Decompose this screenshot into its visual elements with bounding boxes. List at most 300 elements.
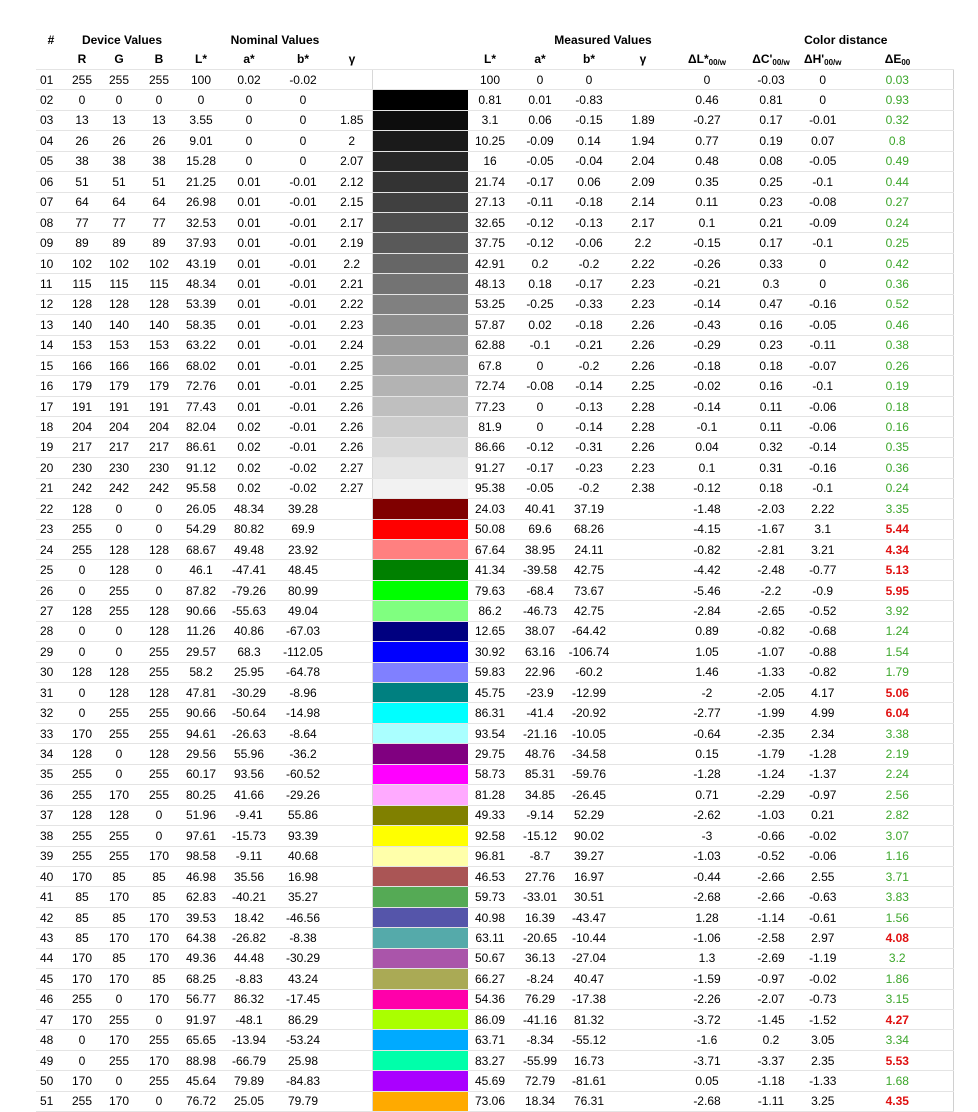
measured-gamma-cell <box>610 580 676 600</box>
measured-gamma-cell <box>610 989 676 1009</box>
nominal-swatch <box>372 90 420 110</box>
nominal-a-header: a* <box>224 49 274 69</box>
measured-a-cell: 0.2 <box>512 253 568 273</box>
index-cell: 17 <box>36 396 66 416</box>
b-cell: 255 <box>140 723 178 743</box>
nominal-a-cell: 0.01 <box>224 253 274 273</box>
nominal-b-cell: -0.01 <box>274 274 332 294</box>
g-cell: 85 <box>98 948 140 968</box>
nominal-gamma-cell <box>332 601 372 621</box>
delta-e-cell: 0.36 <box>842 458 954 478</box>
measured-a-cell: 76.29 <box>512 989 568 1009</box>
nominal-swatch <box>372 417 420 437</box>
measured-b-cell: -64.42 <box>568 621 610 641</box>
g-cell: 255 <box>98 826 140 846</box>
delta-e-cell: 3.07 <box>842 826 954 846</box>
measured-a-cell: 16.39 <box>512 907 568 927</box>
b-cell: 255 <box>140 703 178 723</box>
measured-a-cell: 0 <box>512 356 568 376</box>
measured-b-cell: -106.74 <box>568 642 610 662</box>
measured-gamma-cell: 2.26 <box>610 356 676 376</box>
nominal-b-cell: -0.01 <box>274 396 332 416</box>
delta-e-bar-cell <box>954 928 955 948</box>
measured-swatch-header <box>420 30 468 49</box>
measured-gamma-cell <box>610 785 676 805</box>
g-cell: 128 <box>98 560 140 580</box>
measured-a-cell: 0 <box>512 396 568 416</box>
measured-b-cell: 68.26 <box>568 519 610 539</box>
delta-h-cell: -0.08 <box>804 192 842 212</box>
measured-l-cell: 92.58 <box>468 826 512 846</box>
measured-a-cell: 85.31 <box>512 764 568 784</box>
nominal-b-cell: -29.26 <box>274 785 332 805</box>
g-cell: 0 <box>98 989 140 1009</box>
delta-c-cell: -2.07 <box>738 989 804 1009</box>
measured-a-cell: 34.85 <box>512 785 568 805</box>
measured-swatch <box>420 294 468 314</box>
measured-b-cell: -0.33 <box>568 294 610 314</box>
g-cell: 255 <box>98 723 140 743</box>
measured-l-cell: 81.28 <box>468 785 512 805</box>
g-cell: 170 <box>98 969 140 989</box>
r-cell: 128 <box>66 744 98 764</box>
g-cell: 102 <box>98 253 140 273</box>
delta-e-cell: 0.32 <box>842 110 954 130</box>
delta-l-cell: 1.28 <box>676 907 738 927</box>
measured-b-cell: -26.45 <box>568 785 610 805</box>
delta-l-cell: 1.46 <box>676 662 738 682</box>
delta-l-cell: -1.6 <box>676 1030 738 1050</box>
measured-a-cell: 0 <box>512 417 568 437</box>
b-cell: 170 <box>140 989 178 1009</box>
index-cell: 37 <box>36 805 66 825</box>
measured-gamma-cell <box>610 703 676 723</box>
nominal-l-cell: 21.25 <box>178 172 224 192</box>
delta-e-cell: 0.52 <box>842 294 954 314</box>
nominal-l-cell: 97.61 <box>178 826 224 846</box>
measured-gamma-cell <box>610 887 676 907</box>
nominal-a-cell: 0.01 <box>224 274 274 294</box>
index-cell: 21 <box>36 478 66 498</box>
b-cell: 0 <box>140 805 178 825</box>
nominal-a-cell: 0.01 <box>224 294 274 314</box>
r-cell: 64 <box>66 192 98 212</box>
nominal-swatch-header <box>372 30 420 49</box>
g-cell: 0 <box>98 1071 140 1091</box>
measured-a-cell: 0 <box>512 69 568 89</box>
measured-gamma-cell <box>610 519 676 539</box>
g-cell: 255 <box>98 1050 140 1070</box>
measured-b-cell: -0.18 <box>568 192 610 212</box>
index-cell: 26 <box>36 580 66 600</box>
measured-l-cell: 32.65 <box>468 212 512 232</box>
measured-l-cell: 93.54 <box>468 723 512 743</box>
measured-gamma-cell <box>610 1050 676 1070</box>
nominal-a-cell: 0.02 <box>224 458 274 478</box>
table-row <box>36 642 954 662</box>
index-cell: 30 <box>36 662 66 682</box>
table-row <box>36 785 954 805</box>
delta-e-bar-cell <box>954 662 955 682</box>
delta-e-cell: 3.15 <box>842 989 954 1009</box>
index-cell: 51 <box>36 1091 66 1111</box>
measured-swatch <box>420 90 468 110</box>
delta-c-cell: -2.66 <box>738 887 804 907</box>
nominal-gamma-cell: 2.24 <box>332 335 372 355</box>
measured-a-cell: -0.05 <box>512 478 568 498</box>
table-row <box>36 539 954 559</box>
nominal-gamma-cell <box>332 642 372 662</box>
measured-b-cell: 0.14 <box>568 131 610 151</box>
r-cell: 0 <box>66 580 98 600</box>
nominal-a-cell: -30.29 <box>224 683 274 703</box>
delta-c-cell: -0.66 <box>738 826 804 846</box>
delta-e-cell: 2.82 <box>842 805 954 825</box>
g-cell: 0 <box>98 642 140 662</box>
measured-l-cell: 3.1 <box>468 110 512 130</box>
measured-l-cell: 83.27 <box>468 1050 512 1070</box>
measured-a-cell: 27.76 <box>512 866 568 886</box>
delta-e-bar-cell <box>954 1030 955 1050</box>
nominal-gamma-cell: 2.27 <box>332 458 372 478</box>
g-cell: 170 <box>98 928 140 948</box>
measured-swatch <box>420 846 468 866</box>
delta-h-cell: -0.11 <box>804 335 842 355</box>
nominal-a-cell: -9.11 <box>224 846 274 866</box>
delta-e-bar-cell <box>954 1071 955 1091</box>
nominal-l-cell: 46.98 <box>178 866 224 886</box>
measured-gamma-cell <box>610 499 676 519</box>
delta-l-cell: 0.46 <box>676 90 738 110</box>
delta-e-cell: 0.46 <box>842 315 954 335</box>
measured-a-cell: 38.07 <box>512 621 568 641</box>
measured-b-cell: 0.06 <box>568 172 610 192</box>
b-cell: 85 <box>140 866 178 886</box>
index-cell: 31 <box>36 683 66 703</box>
delta-c-cell: -2.65 <box>738 601 804 621</box>
delta-l-cell: 0.71 <box>676 785 738 805</box>
index-cell: 16 <box>36 376 66 396</box>
g-cell: 170 <box>98 1030 140 1050</box>
delta-h-cell: -0.02 <box>804 969 842 989</box>
g-cell: 0 <box>98 764 140 784</box>
b-cell: 140 <box>140 315 178 335</box>
delta-l-cell: -2.26 <box>676 989 738 1009</box>
r-cell: 255 <box>66 764 98 784</box>
measured-a-cell: -0.12 <box>512 437 568 457</box>
delta-c-cell: 0.3 <box>738 274 804 294</box>
g-cell: 153 <box>98 335 140 355</box>
measured-a-cell: 22.96 <box>512 662 568 682</box>
measured-b-cell: -20.92 <box>568 703 610 723</box>
measured-gamma-cell: 2.25 <box>610 376 676 396</box>
delta-h-cell: 0 <box>804 274 842 294</box>
nominal-gamma-cell <box>332 785 372 805</box>
delta-e-bar-cell <box>954 294 955 314</box>
measured-swatch <box>420 69 468 89</box>
g-cell: 255 <box>98 601 140 621</box>
nominal-swatch <box>372 539 420 559</box>
delta-e-cell: 3.34 <box>842 1030 954 1050</box>
measured-swatch <box>420 376 468 396</box>
nominal-gamma-cell <box>332 621 372 641</box>
g-cell: 128 <box>98 683 140 703</box>
delta-c-cell: -2.58 <box>738 928 804 948</box>
delta-e-bar-cell <box>954 969 955 989</box>
measured-a-cell: -33.01 <box>512 887 568 907</box>
measured-a-header: a* <box>512 49 568 69</box>
nominal-b-cell: -0.01 <box>274 376 332 396</box>
table-row <box>36 601 954 621</box>
measured-swatch <box>420 335 468 355</box>
delta-l-cell: -1.28 <box>676 764 738 784</box>
nominal-a-cell: -40.21 <box>224 887 274 907</box>
nominal-b-cell: -0.01 <box>274 212 332 232</box>
nominal-a-cell: 0.01 <box>224 192 274 212</box>
delta-e-cell: 2.24 <box>842 764 954 784</box>
measured-gamma-cell: 2.23 <box>610 274 676 294</box>
table-row <box>36 580 954 600</box>
delta-c-cell: 0.08 <box>738 151 804 171</box>
nominal-swatch <box>372 805 420 825</box>
nominal-gamma-cell <box>332 519 372 539</box>
nominal-l-cell: 62.83 <box>178 887 224 907</box>
nominal-a-cell: 0.01 <box>224 172 274 192</box>
measured-gamma-cell <box>610 1071 676 1091</box>
measured-l-cell: 86.66 <box>468 437 512 457</box>
delta-e-cell: 1.68 <box>842 1071 954 1091</box>
delta-e-bar-cell <box>954 478 955 498</box>
delta-l-cell: 0.11 <box>676 192 738 212</box>
table-row <box>36 458 954 478</box>
r-cell: 102 <box>66 253 98 273</box>
delta-c-cell: -0.03 <box>738 69 804 89</box>
nominal-a-cell: 0 <box>224 110 274 130</box>
r-cell: 255 <box>66 519 98 539</box>
measured-l-cell: 100 <box>468 69 512 89</box>
measured-b-cell: -59.76 <box>568 764 610 784</box>
nominal-swatch <box>372 928 420 948</box>
delta-c-cell: 0.23 <box>738 192 804 212</box>
measured-b-cell: -0.13 <box>568 212 610 232</box>
nominal-gamma-cell <box>332 866 372 886</box>
delta-e-bar-cell <box>954 192 955 212</box>
index-cell: 36 <box>36 785 66 805</box>
measured-a-cell: -0.17 <box>512 172 568 192</box>
nominal-gamma-cell: 2.17 <box>332 212 372 232</box>
measured-gamma-cell: 2.26 <box>610 437 676 457</box>
nominal-swatch <box>372 172 420 192</box>
nominal-swatch <box>372 969 420 989</box>
r-cell: 0 <box>66 1030 98 1050</box>
measured-gamma-cell <box>610 1091 676 1111</box>
r-cell: 85 <box>66 907 98 927</box>
nominal-l-cell: 72.76 <box>178 376 224 396</box>
nominal-swatch <box>372 1030 420 1050</box>
measured-b-cell: 90.02 <box>568 826 610 846</box>
delta-l-cell: -5.46 <box>676 580 738 600</box>
b-cell: 64 <box>140 192 178 212</box>
b-cell: 128 <box>140 601 178 621</box>
measured-l-cell: 46.53 <box>468 866 512 886</box>
measured-gamma-cell <box>610 866 676 886</box>
nominal-b-cell: -0.01 <box>274 356 332 376</box>
nominal-a-cell: 0.02 <box>224 417 274 437</box>
measured-a-cell: -21.16 <box>512 723 568 743</box>
nominal-gamma-cell: 2.26 <box>332 417 372 437</box>
measured-swatch <box>420 805 468 825</box>
delta-e-cell: 5.53 <box>842 1050 954 1070</box>
measured-l-cell: 48.13 <box>468 274 512 294</box>
delta-c-cell: 0.47 <box>738 294 804 314</box>
g-cell: 255 <box>98 703 140 723</box>
measured-swatch <box>420 928 468 948</box>
nominal-swatch <box>372 580 420 600</box>
measured-swatch <box>420 662 468 682</box>
color-accuracy-report <box>36 30 954 1112</box>
nominal-l-cell: 88.98 <box>178 1050 224 1070</box>
delta-l-cell: 0.04 <box>676 437 738 457</box>
delta-e-cell: 5.06 <box>842 683 954 703</box>
nominal-l-cell: 15.28 <box>178 151 224 171</box>
measured-gamma-cell <box>610 683 676 703</box>
nominal-l-cell: 95.58 <box>178 478 224 498</box>
nominal-l-cell: 86.61 <box>178 437 224 457</box>
nominal-b-cell: -67.03 <box>274 621 332 641</box>
measured-gamma-cell <box>610 539 676 559</box>
delta-e-bar-cell <box>954 560 955 580</box>
measured-a-cell: -41.4 <box>512 703 568 723</box>
nominal-a-cell: -26.82 <box>224 928 274 948</box>
delta-e-cell: 0.24 <box>842 478 954 498</box>
measured-gamma-cell <box>610 90 676 110</box>
measured-swatch <box>420 866 468 886</box>
nominal-l-cell: 91.97 <box>178 1010 224 1030</box>
measured-gamma-cell <box>610 560 676 580</box>
delta-e-bar-cell <box>954 601 955 621</box>
measured-b-cell: 73.67 <box>568 580 610 600</box>
measured-l-cell: 66.27 <box>468 969 512 989</box>
table-row <box>36 683 954 703</box>
measured-swatch <box>420 253 468 273</box>
measured-swatch <box>420 1030 468 1050</box>
delta-e-cell: 4.27 <box>842 1010 954 1030</box>
nominal-a-cell: -8.83 <box>224 969 274 989</box>
g-cell: 217 <box>98 437 140 457</box>
table-row <box>36 356 954 376</box>
delta-e-bar-cell <box>954 723 955 743</box>
measured-l-cell: 67.64 <box>468 539 512 559</box>
b-cell: 0 <box>140 826 178 846</box>
b-cell: 255 <box>140 642 178 662</box>
measured-l-cell: 59.73 <box>468 887 512 907</box>
nominal-gamma-cell: 2.15 <box>332 192 372 212</box>
nominal-b-cell: 0 <box>274 110 332 130</box>
g-cell: 170 <box>98 1091 140 1111</box>
nominal-b-cell: -8.96 <box>274 683 332 703</box>
index-cell: 25 <box>36 560 66 580</box>
measured-swatch <box>420 989 468 1009</box>
delta-l-cell: 0.15 <box>676 744 738 764</box>
nominal-a-cell: 68.3 <box>224 642 274 662</box>
measured-swatch <box>420 560 468 580</box>
delta-h-cell: -0.52 <box>804 601 842 621</box>
nominal-swatch <box>372 458 420 478</box>
r-cell: 0 <box>66 1050 98 1070</box>
r-cell: 140 <box>66 315 98 335</box>
measured-l-cell: 21.74 <box>468 172 512 192</box>
measured-l-cell: 45.75 <box>468 683 512 703</box>
index-cell: 07 <box>36 192 66 212</box>
delta-h-cell: -0.06 <box>804 396 842 416</box>
r-cell: 255 <box>66 846 98 866</box>
delta-l-cell: 0.77 <box>676 131 738 151</box>
measured-gamma-header: γ <box>610 49 676 69</box>
column-header-row <box>36 49 954 69</box>
delta-h-cell: -0.61 <box>804 907 842 927</box>
delta-c-cell: 0.81 <box>738 90 804 110</box>
measured-b-cell: -0.31 <box>568 437 610 457</box>
measured-a-cell: 72.79 <box>512 1071 568 1091</box>
table-row <box>36 805 954 825</box>
measured-gamma-cell: 2.28 <box>610 417 676 437</box>
measured-l-cell: 42.91 <box>468 253 512 273</box>
measured-l-cell: 72.74 <box>468 376 512 396</box>
delta-l-cell: 1.3 <box>676 948 738 968</box>
measured-l-cell: 0.81 <box>468 90 512 110</box>
measured-l-cell: 41.34 <box>468 560 512 580</box>
delta-e-bar-cell <box>954 948 955 968</box>
nominal-swatch <box>372 601 420 621</box>
delta-c-cell: -2.81 <box>738 539 804 559</box>
delta-e-bar-cell <box>954 519 955 539</box>
delta-c-cell: -1.33 <box>738 662 804 682</box>
nominal-l-cell: 80.25 <box>178 785 224 805</box>
g-cell: 128 <box>98 539 140 559</box>
delta-e-cell: 0.26 <box>842 356 954 376</box>
nominal-b-cell: 0 <box>274 90 332 110</box>
nominal-swatch <box>372 376 420 396</box>
measured-swatch <box>420 642 468 662</box>
delta-e-bar-header <box>954 49 955 69</box>
delta-h-cell: 0 <box>804 253 842 273</box>
measured-b-cell: -0.83 <box>568 90 610 110</box>
table-row <box>36 1050 954 1070</box>
delta-h-cell: -0.06 <box>804 846 842 866</box>
nominal-l-cell: 54.29 <box>178 519 224 539</box>
index-cell: 45 <box>36 969 66 989</box>
table-row <box>36 703 954 723</box>
nominal-a-cell: 0 <box>224 90 274 110</box>
delta-l-cell: -4.15 <box>676 519 738 539</box>
r-cell: 0 <box>66 90 98 110</box>
table-row <box>36 1010 954 1030</box>
nominal-gamma-cell: 2.19 <box>332 233 372 253</box>
measured-l-cell: 63.71 <box>468 1030 512 1050</box>
measured-gamma-cell <box>610 928 676 948</box>
nominal-swatch <box>372 683 420 703</box>
r-cell: 0 <box>66 560 98 580</box>
delta-c-cell: 0.25 <box>738 172 804 192</box>
index-cell: 19 <box>36 437 66 457</box>
measured-a-cell: 0.06 <box>512 110 568 130</box>
measured-swatch <box>420 172 468 192</box>
measured-b-cell: 42.75 <box>568 601 610 621</box>
delta-l-cell: -0.82 <box>676 539 738 559</box>
delta-h-cell: -1.33 <box>804 1071 842 1091</box>
measured-gamma-cell <box>610 69 676 89</box>
table-row <box>36 560 954 580</box>
